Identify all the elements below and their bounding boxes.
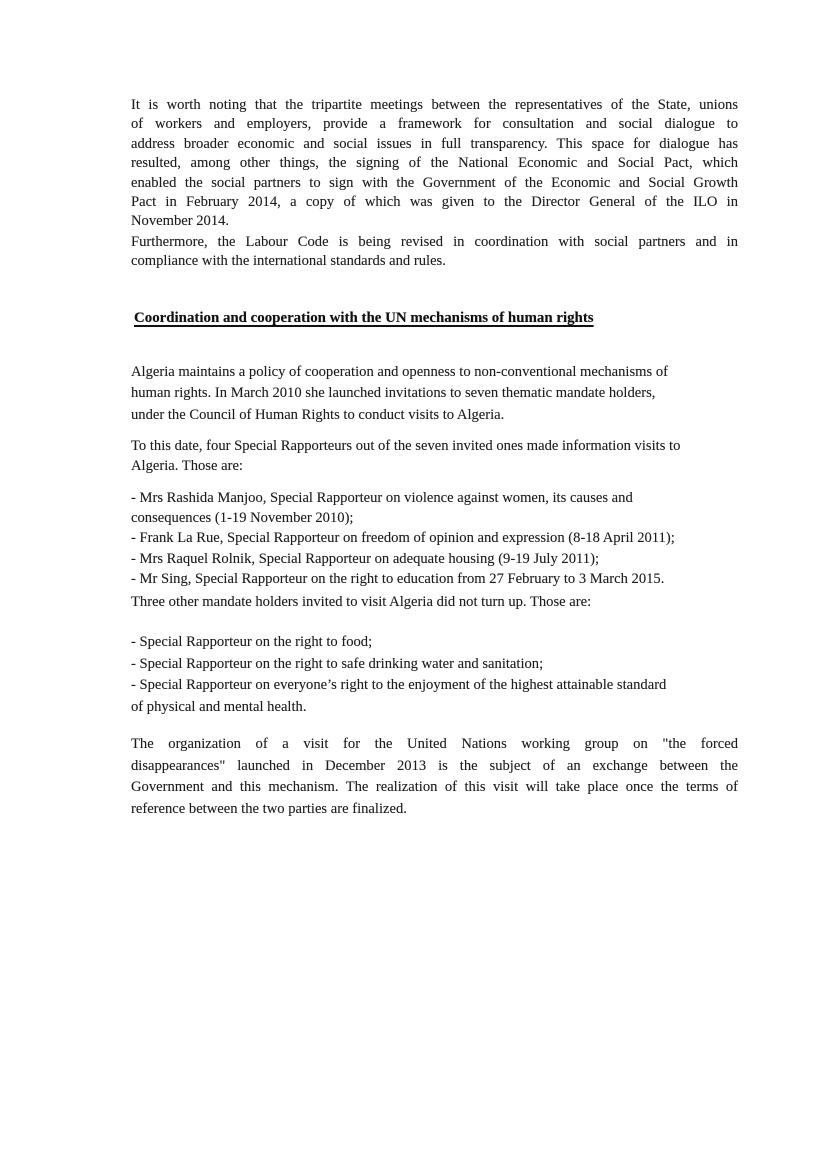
text-line: enabled the social partners to sign with the Government of the Economic and Social Growth (131, 174, 738, 191)
paragraph-labour-code (131, 233, 738, 272)
text-line: Furthermore, the Labour Code is being revised in coordination with social partners and in (131, 234, 738, 250)
text-line: - Frank La Rue, Special Rapporteur on freedom of opinion and expression (8-18 April 2011); (131, 530, 675, 547)
text-line: It is worth noting that the tripartite meetings between the representatives of the State, unions (131, 97, 738, 113)
text-line: November 2014. (131, 213, 230, 230)
text-line: compliance with the international standards and rules. (131, 253, 446, 270)
section-heading (134, 310, 594, 327)
text-line: - Mr Sing, Special Rapporteur on the right to education from 27 February to 3 March 2015. (131, 570, 665, 587)
text-line: address broader economic and social issues in full transparency. This space for dialogue has (131, 135, 738, 152)
text-line: - Mrs Rashida Manjoo, Special Rapporteur on violence against women, its causes and (131, 490, 633, 506)
list-visited-rapporteurs (131, 488, 738, 589)
text-line: consequences (1-19 November 2010); (131, 510, 354, 527)
text-line: - Mrs Raquel Rolnik, Special Rapporteur on adequate housing (9-19 July 2011); (131, 550, 599, 567)
paragraph-algeria-policy (131, 362, 738, 426)
text-line: Pact in February 2014, a copy of which was given to the Director General of the ILO in (131, 194, 738, 211)
text-line: under the Council of Human Rights to conduct visits to Algeria. (131, 406, 505, 423)
text-line: - Special Rapporteur on the right to safe drinking water and sanitation; (131, 655, 544, 672)
paragraph-three-mandate-holders (131, 592, 738, 613)
text-line: of physical and mental health. (131, 698, 307, 715)
text-line: The organization of a visit for the United Nations working group on "the forced (131, 736, 738, 752)
text-line: - Special Rapporteur on everyone’s right to the enjoyment of the highest attainable standard (131, 677, 667, 694)
paragraph-forced-disappearances (131, 734, 738, 821)
text-line: reference between the two parties are finalized. (131, 801, 407, 818)
text-line: Algeria maintains a policy of cooperation and openness to non-conventional mechanisms of (131, 364, 668, 380)
text-line: To this date, four Special Rapporteurs out of the seven invited ones made information visits to (131, 438, 681, 454)
text-line: resulted, among other things, the signing of the National Economic and Social Pact, which (131, 155, 738, 172)
text-line: disappearances" launched in December 2013 is the subject of an exchange between the (131, 757, 738, 774)
text-line: Algeria. Those are: (131, 458, 243, 474)
text-line: Government and this mechanism. The realization of this visit will take place once the terms of (131, 779, 738, 796)
text-line: Three other mandate holders invited to visit Algeria did not turn up. Those are: (131, 594, 592, 610)
text-line: human rights. In March 2010 she launched invitations to seven thematic mandate holders, (131, 385, 656, 402)
section-heading-text: Coordination and cooperation with the UN mechanisms of human rights (134, 310, 594, 326)
paragraph-tripartite-meetings (131, 96, 738, 232)
list-not-visited-rapporteurs (131, 632, 738, 718)
text-line: of workers and employers, provide a framework for consultation and social dialogue to (131, 116, 738, 133)
paragraph-four-rapporteurs (131, 436, 738, 476)
text-line: - Special Rapporteur on the right to food; (131, 634, 373, 650)
